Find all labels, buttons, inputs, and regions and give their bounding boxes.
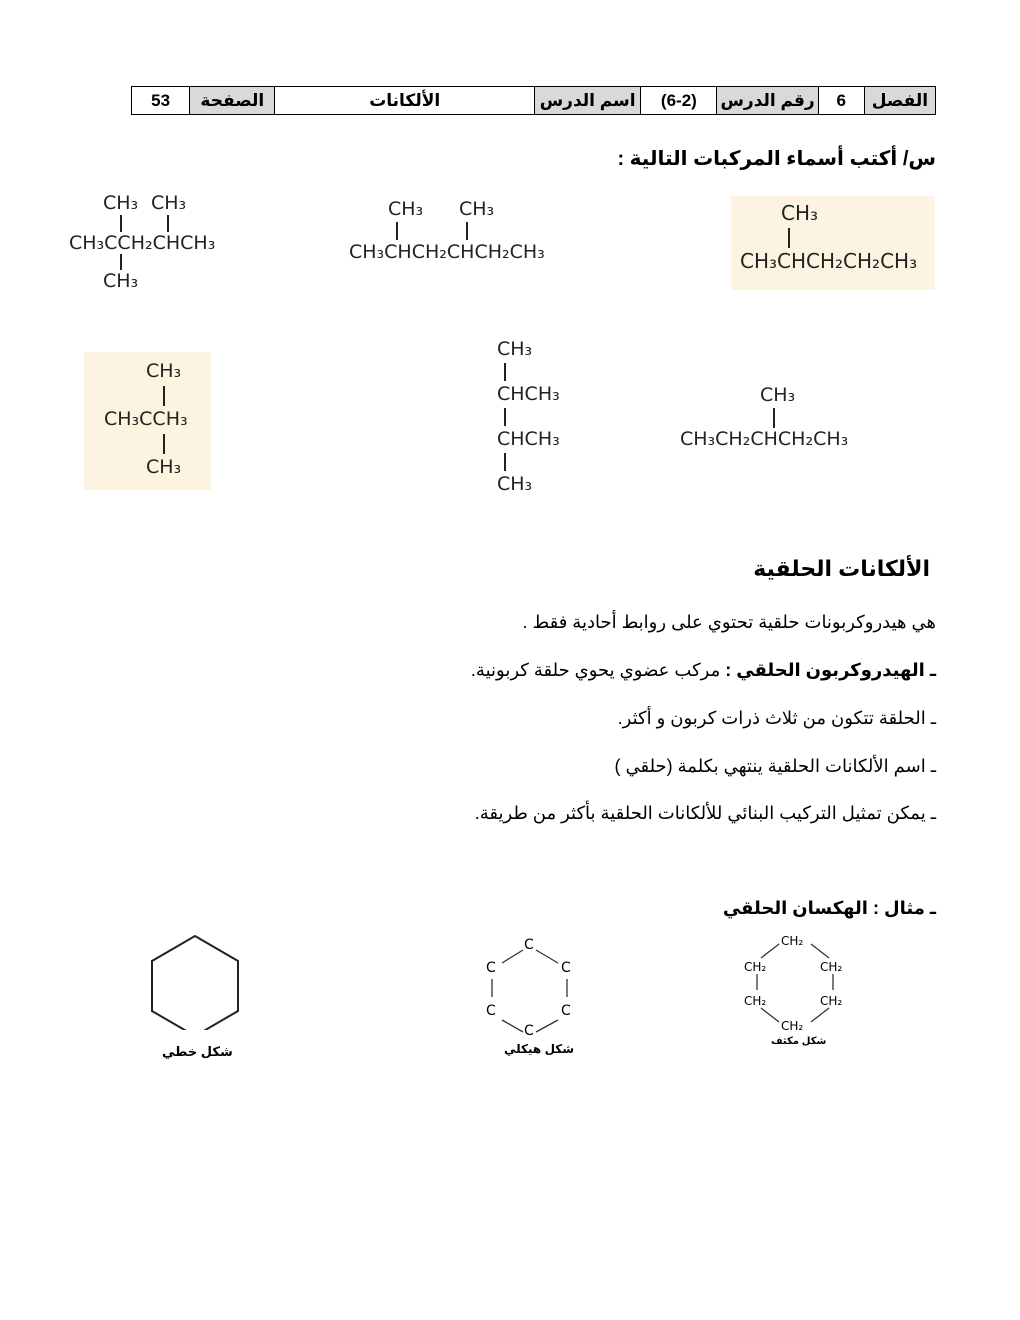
structure-3-branch-right: CH₃ xyxy=(151,192,187,214)
structure-1 xyxy=(731,196,935,290)
condensed-atom-lower-left: CH₂ xyxy=(744,994,767,1008)
structure-6-branch-bottom: CH₃ xyxy=(146,456,182,478)
structure-5-row-2: CHCH₃ xyxy=(497,383,560,405)
point-1 xyxy=(471,660,936,681)
lesson-name-value: الألكانات xyxy=(275,87,535,115)
point-1-term: ـ الهيدروكربون الحلقي : xyxy=(725,660,936,680)
hexagon-shape xyxy=(145,930,245,1030)
cyclohexane-condensed-figure xyxy=(735,930,860,1055)
chapter-value: 6 xyxy=(818,87,864,115)
structure-6-chain: CH₃CCH₃ xyxy=(104,408,188,430)
structure-5-row-3: CHCH₃ xyxy=(497,428,560,450)
lesson-name-label: اسم الدرس xyxy=(535,87,641,115)
structure-6-branch-top: CH₃ xyxy=(146,360,182,382)
structure-4 xyxy=(678,382,888,462)
condensed-figure-label: شكل مكثف xyxy=(771,1036,827,1047)
condensed-atom-bottom: CH₂ xyxy=(781,1019,804,1033)
chapter-label: الفصل xyxy=(864,87,935,115)
point-3: ـ اسم الألكانات الحلقية ينتهي بكلمة (حلقي ) xyxy=(614,756,936,776)
line-figure-label: شكل خطي xyxy=(162,1044,233,1059)
point-2: ـ الحلقة تتكون من ثلاث ذرات كربون و أكثر. xyxy=(617,708,936,728)
page-label: الصفحة xyxy=(190,87,275,115)
structure-3-branch-bottom: CH₃ xyxy=(103,270,139,292)
condensed-atom-lower-right: CH₂ xyxy=(820,994,843,1008)
skeletal-atom-upper-right: C xyxy=(561,960,571,976)
condensed-atom-top: CH₂ xyxy=(781,934,804,948)
definition-text: هي هيدروكربونات حلقية تحتوي على روابط أحادية فقط . xyxy=(522,612,936,632)
skeletal-atom-top: C xyxy=(524,937,534,953)
structure-6 xyxy=(84,352,211,490)
example-label: ـ مثال : الهكسان الحلقي xyxy=(722,898,936,918)
structure-2-branch-left: CH₃ xyxy=(388,198,424,220)
structure-2-chain: CH₃CHCH₂CHCH₂CH₃ xyxy=(349,241,545,263)
structure-4-branch: CH₃ xyxy=(760,384,796,406)
structure-5-row-4: CH₃ xyxy=(497,473,533,495)
structure-3-branch-left: CH₃ xyxy=(103,192,139,214)
question-text: س/ أكتب أسماء المركبات التالية : xyxy=(617,148,936,170)
lesson-number-label: رقم الدرس xyxy=(717,87,818,115)
structure-3 xyxy=(68,190,228,294)
cyclohexane-line-figure xyxy=(145,930,245,1065)
skeletal-figure-label: شكل هيكلي xyxy=(504,1042,575,1056)
point-1-text: مركب عضوي يحوي حلقة كربونية. xyxy=(470,660,726,680)
lesson-number-value: (6-2) xyxy=(641,87,717,115)
structure-2 xyxy=(348,198,578,270)
skeletal-atom-lower-right: C xyxy=(561,1003,571,1019)
page-value: 53 xyxy=(132,87,190,115)
structure-5-row-1: CH₃ xyxy=(497,338,533,360)
cyclohexane-skeletal-figure xyxy=(480,935,590,1065)
structure-4-chain: CH₃CH₂CHCH₂CH₃ xyxy=(680,428,849,450)
structure-1-branch: CH₃ xyxy=(781,201,819,225)
condensed-atom-upper-left: CH₂ xyxy=(744,960,767,974)
structure-2-branch-right: CH₃ xyxy=(459,198,495,220)
structure-3-chain: CH₃CCH₂CHCH₃ xyxy=(69,232,216,254)
skeletal-atom-bottom: C xyxy=(524,1023,534,1039)
point-4: ـ يمكن تمثيل التركيب البنائي للألكانات الحلقية بأكثر من طريقة. xyxy=(474,803,936,823)
section-title: الألكانات الحلقية xyxy=(753,556,930,581)
skeletal-atom-upper-left: C xyxy=(486,960,496,976)
header-table xyxy=(131,86,936,115)
structure-5 xyxy=(494,336,594,502)
skeletal-atom-lower-left: C xyxy=(486,1003,496,1019)
condensed-atom-upper-right: CH₂ xyxy=(820,960,843,974)
structure-1-chain: CH₃CHCH₂CH₂CH₃ xyxy=(740,249,918,273)
